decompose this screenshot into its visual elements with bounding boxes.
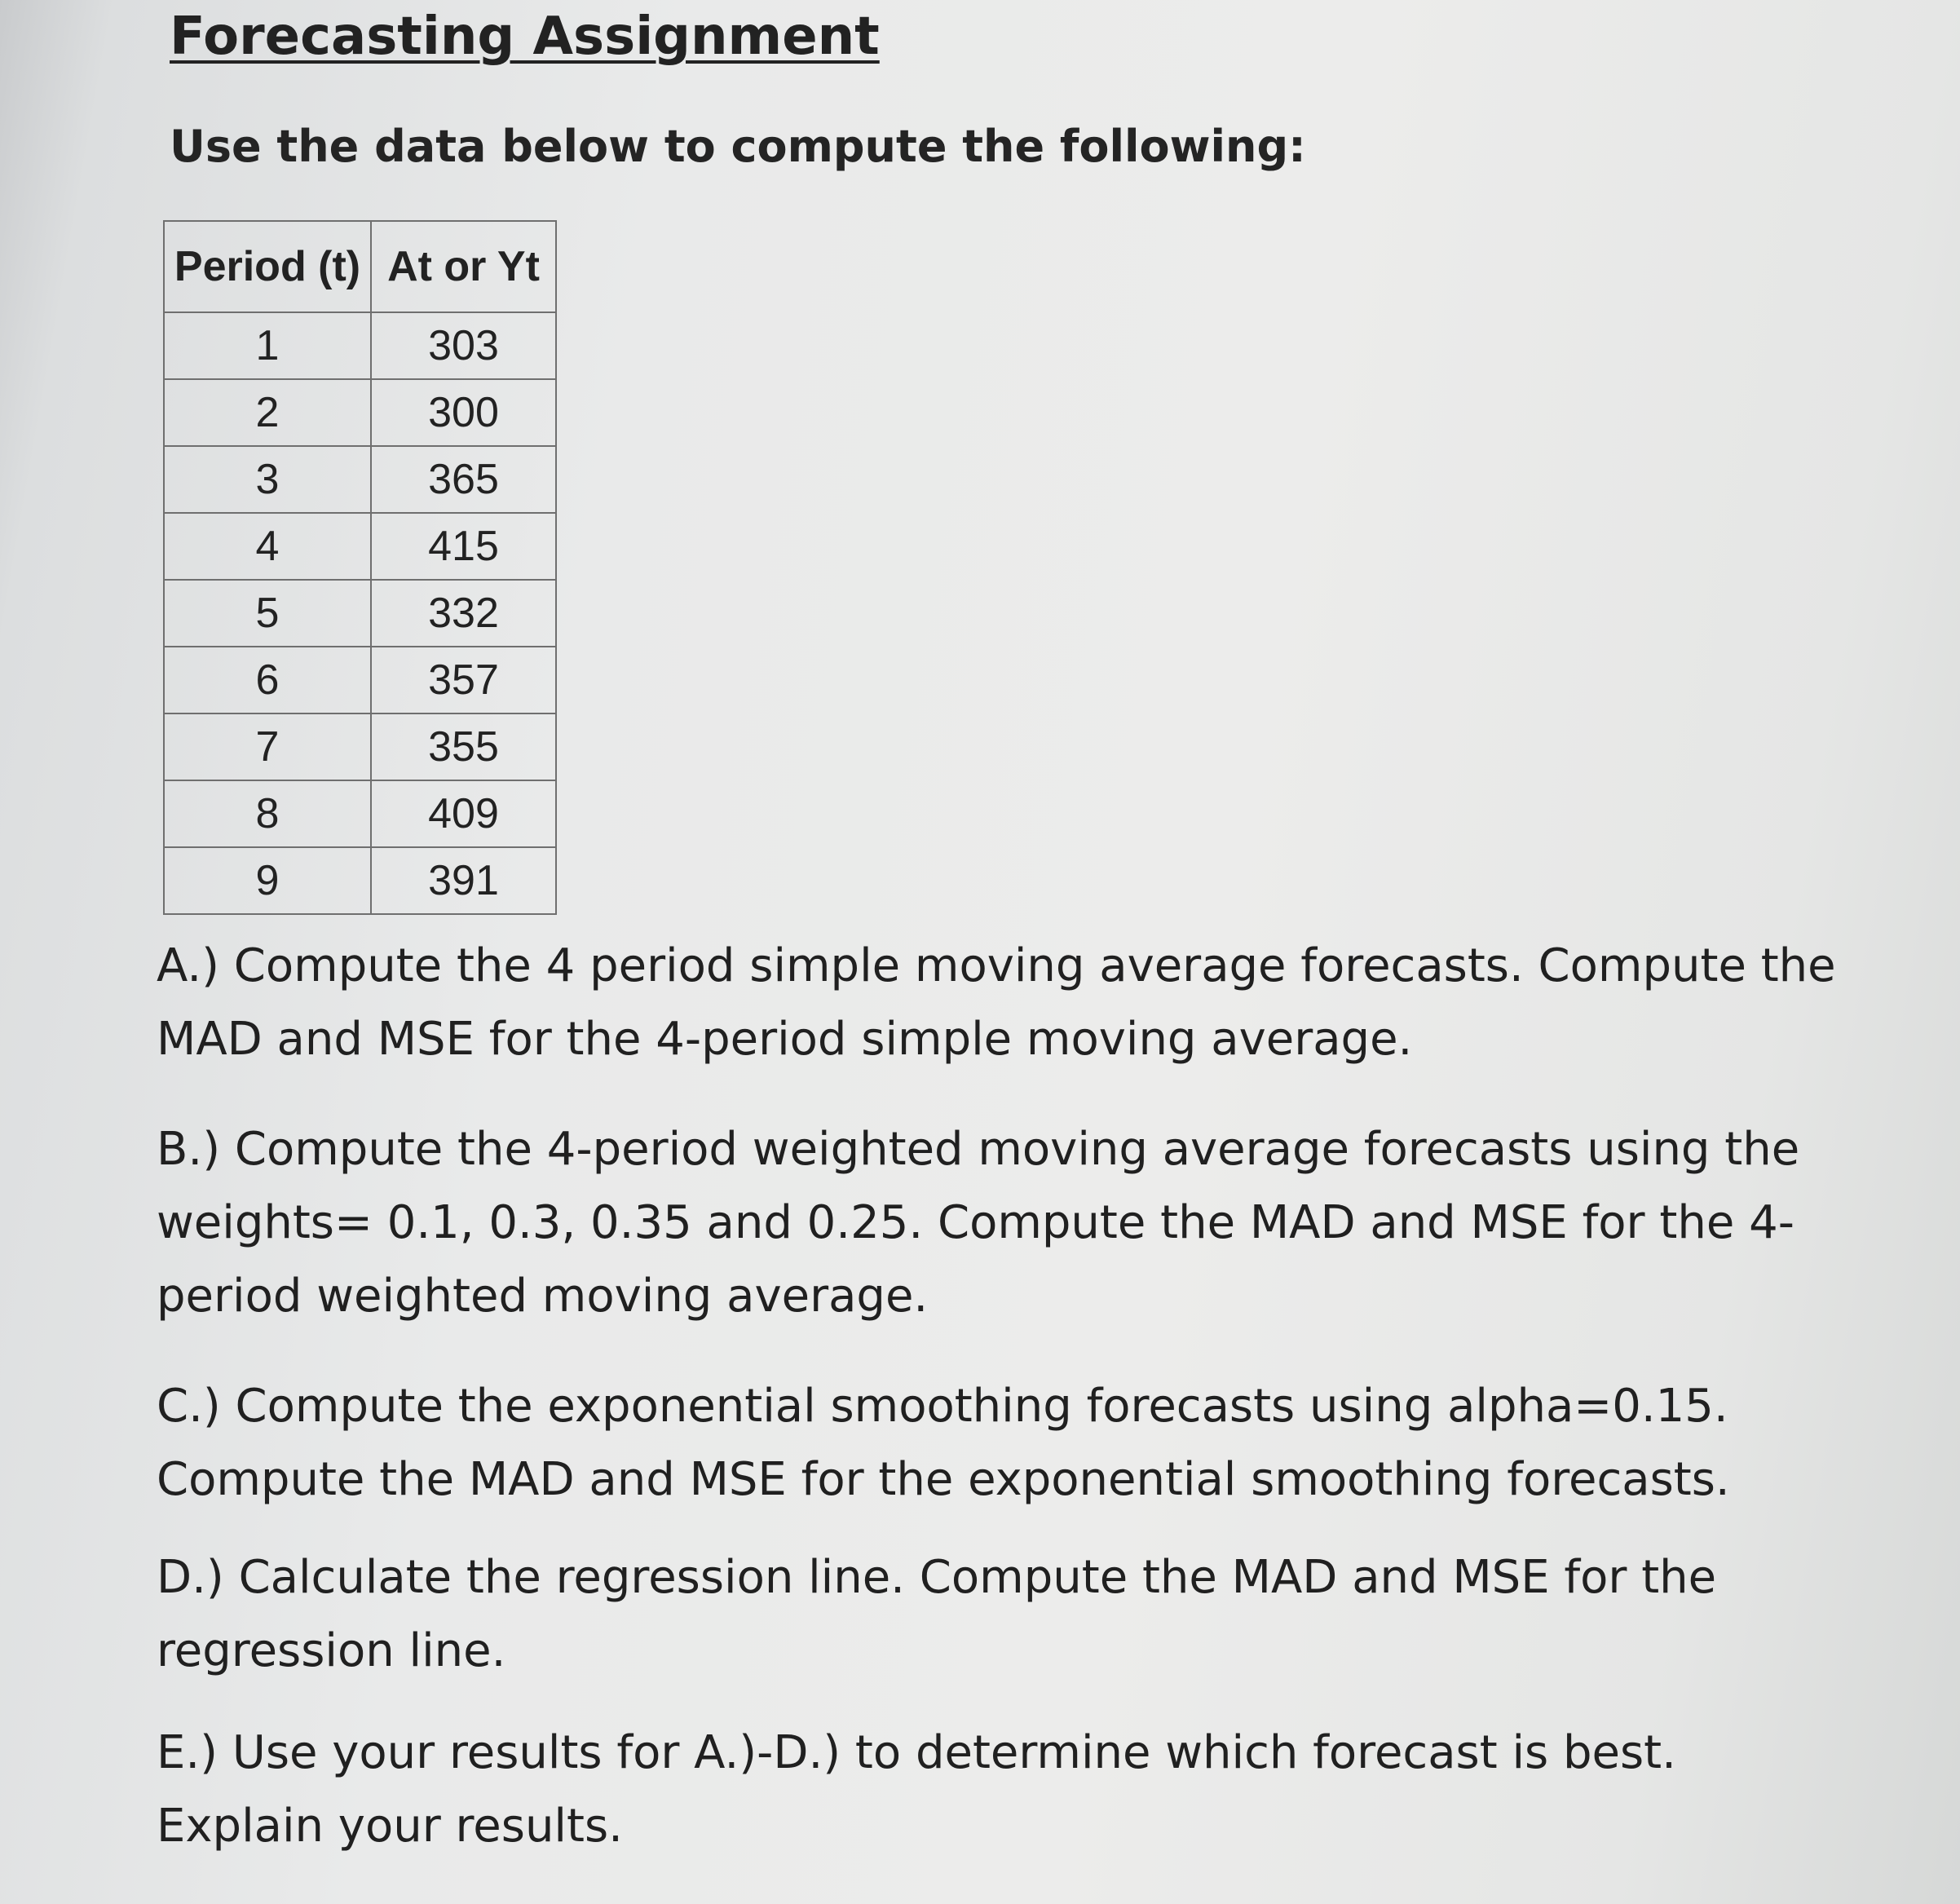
question-e: E.) Use your results for A.)-D.) to determine which forecast is best. Explain your results. — [157, 1726, 1676, 1853]
data-table — [163, 220, 557, 915]
table-header-row — [164, 221, 556, 312]
table-row — [164, 647, 556, 713]
period-cell: 9 — [164, 847, 371, 914]
document-page — [82, 0, 1851, 1904]
question-c: C.) Compute the exponential smoothing forecasts using alpha=0.15. Compute the MAD and MSE for the exponential smoothing forecasts. — [157, 1380, 1730, 1506]
question-b: B.) Compute the 4-period weighted moving average forecasts using the weights= 0.1, 0.3, 0.35 and 0.25. Compute the MAD and MSE for the 4-period weighted moving average. — [157, 1123, 1800, 1323]
table-row — [164, 780, 556, 847]
intro-text: Use the data below to compute the following: — [170, 121, 1306, 172]
period-cell: 6 — [164, 647, 371, 713]
table-row — [164, 580, 556, 647]
value-cell: 391 — [371, 847, 556, 914]
table-row — [164, 847, 556, 914]
table-row — [164, 312, 556, 379]
value-cell: 415 — [371, 513, 556, 580]
value-cell: 303 — [371, 312, 556, 379]
question-d: D.) Calculate the regression line. Compute the MAD and MSE for the regression line. — [157, 1551, 1717, 1677]
page-title: Forecasting Assignment — [170, 7, 880, 67]
value-cell: 365 — [371, 446, 556, 513]
table-row — [164, 446, 556, 513]
table-row — [164, 379, 556, 446]
period-cell: 7 — [164, 713, 371, 780]
period-cell: 1 — [164, 312, 371, 379]
column-header-period: Period (t) — [164, 221, 371, 312]
period-cell: 4 — [164, 513, 371, 580]
period-cell: 2 — [164, 379, 371, 446]
value-cell: 357 — [371, 647, 556, 713]
column-header-value: At or Yt — [371, 221, 556, 312]
value-cell: 355 — [371, 713, 556, 780]
value-cell: 300 — [371, 379, 556, 446]
value-cell: 409 — [371, 780, 556, 847]
period-cell: 5 — [164, 580, 371, 647]
table-row — [164, 513, 556, 580]
period-cell: 3 — [164, 446, 371, 513]
value-cell: 332 — [371, 580, 556, 647]
table-row — [164, 713, 556, 780]
question-a: A.) Compute the 4 period simple moving average forecasts. Compute the MAD and MSE for the 4-period simple moving average. — [157, 939, 1836, 1066]
period-cell: 8 — [164, 780, 371, 847]
